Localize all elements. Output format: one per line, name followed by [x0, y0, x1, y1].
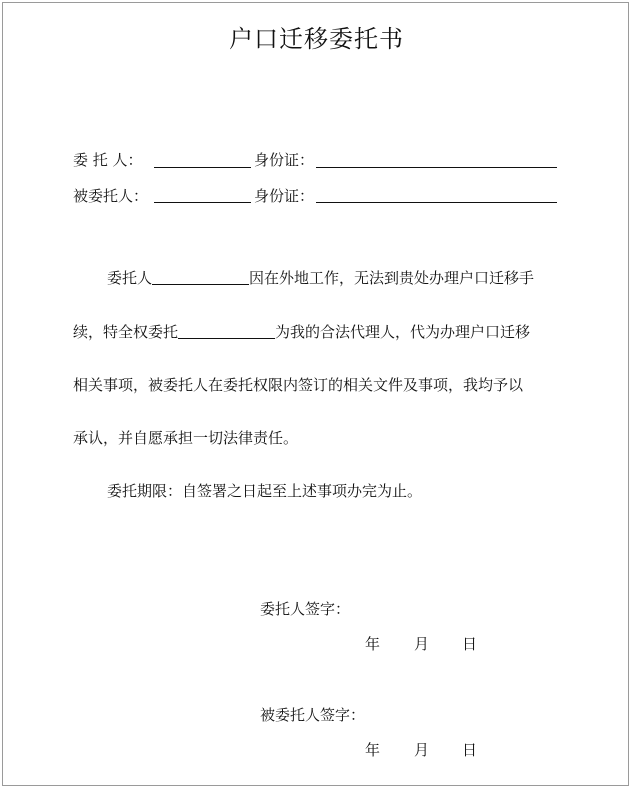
term-paragraph: 委托期限：自签署之日起至上述事项办完为止。 [107, 482, 423, 500]
body-line-2-part-2: 为我的合法代理人，代为办理户口迁移 [275, 323, 531, 341]
document-title: 户口迁移委托书 [229, 25, 404, 53]
agent-label: 被委托人： [73, 187, 149, 205]
document-page [2, 2, 629, 786]
body-line-2-part-1: 续，特全权委托 [73, 323, 179, 341]
agent-date-year: 年 [365, 741, 381, 759]
agent-id-label: 身份证： [254, 187, 315, 205]
body-principal-blank[interactable] [152, 268, 249, 285]
agent-id-blank[interactable] [316, 202, 557, 203]
body-line-2 [73, 322, 530, 342]
principal-date-day: 日 [462, 635, 478, 653]
body-line-3: 相关事项，被委托人在委托权限内签订的相关文件及事项，我均予以 [73, 376, 524, 394]
body-line-1 [107, 268, 534, 288]
body-line-1-part-1: 委托人 [107, 269, 153, 287]
principal-id-label: 身份证： [254, 151, 315, 169]
agent-date-day: 日 [462, 741, 478, 759]
agent-date-month: 月 [414, 741, 430, 759]
body-line-1-part-2: 因在外地工作，无法到贵处办理户口迁移手 [249, 269, 535, 287]
principal-date-year: 年 [365, 635, 381, 653]
body-line-4: 承认，并自愿承担一切法律责任。 [73, 429, 299, 447]
body-agent-blank[interactable] [178, 322, 275, 339]
principal-label: 委 托 人： [73, 151, 143, 169]
principal-date-month: 月 [414, 635, 430, 653]
principal-name-blank[interactable] [154, 167, 251, 168]
agent-name-blank[interactable] [154, 202, 251, 203]
principal-sign-label: 委托人签字： [260, 600, 351, 618]
principal-id-blank[interactable] [316, 167, 557, 168]
agent-sign-label: 被委托人签字： [260, 706, 366, 724]
